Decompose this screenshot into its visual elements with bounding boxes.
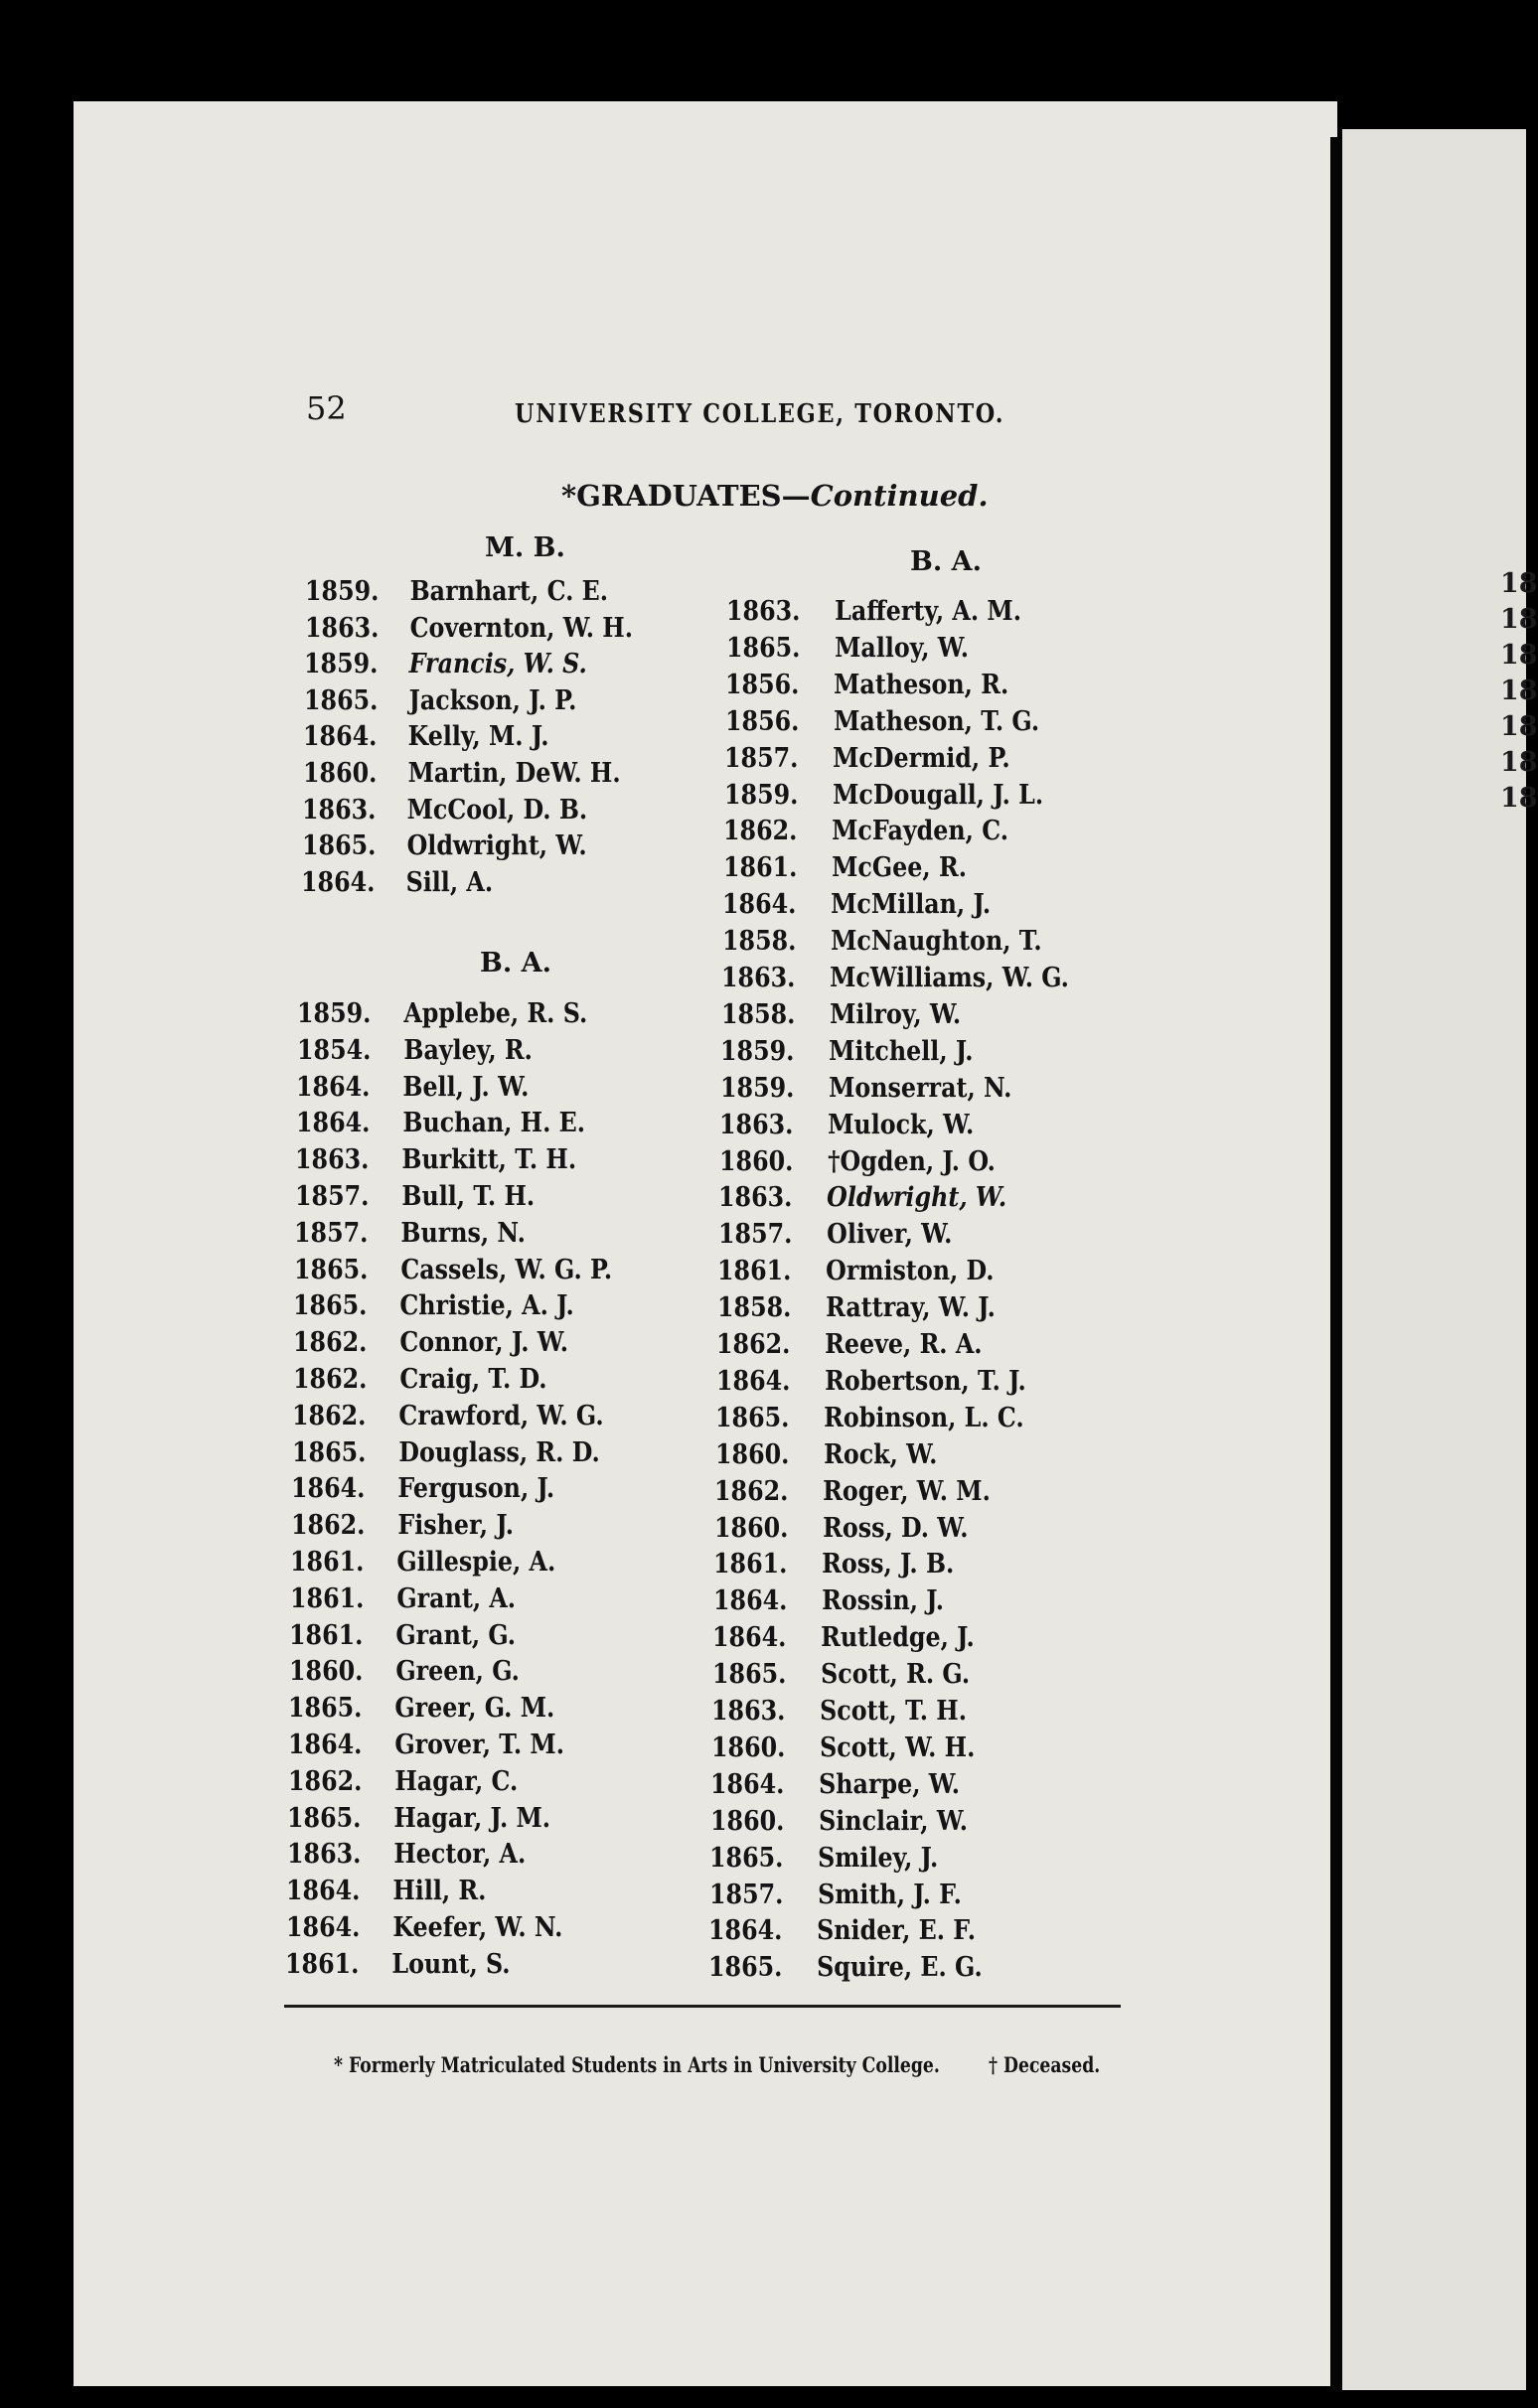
graduation-year: 1863. xyxy=(304,612,379,644)
graduation-year: 1864. xyxy=(722,889,797,921)
footnote-rule xyxy=(284,2005,1121,2008)
graduation-year: 1860. xyxy=(714,1438,789,1470)
adjacent-page-fragment: 18 xyxy=(1500,783,1538,814)
graduation-year: 1860. xyxy=(302,758,378,789)
graduate-name: Hector, A. xyxy=(393,1839,526,1871)
graduation-year: 1864. xyxy=(301,866,376,898)
graduation-year: 1862. xyxy=(714,1475,789,1507)
graduate-name: Crawford, W. G. xyxy=(398,1400,604,1431)
graduation-year: 1864. xyxy=(708,1915,783,1947)
graduate-name: Ross, D. W. xyxy=(822,1512,969,1544)
graduation-year: 1863. xyxy=(302,794,377,826)
graduation-year: 1857. xyxy=(294,1181,370,1212)
graduation-year: 1857. xyxy=(294,1217,369,1249)
graduation-year: 1864. xyxy=(288,1730,363,1760)
graduation-year: 1862. xyxy=(723,816,798,847)
graduate-name: Burns, N. xyxy=(400,1217,527,1249)
graduation-year: 1865. xyxy=(707,1952,782,1984)
graduation-year: 1865. xyxy=(293,1254,369,1285)
graduate-name: Rossin, J. xyxy=(821,1585,944,1617)
graduate-name: McWilliams, W. G. xyxy=(830,963,1069,993)
graduate-name: Hagar, J. M. xyxy=(393,1802,551,1834)
graduate-name: Smiley, J. xyxy=(818,1842,939,1874)
graduation-year: 1864. xyxy=(715,1365,790,1397)
adjacent-page xyxy=(1342,129,1526,2390)
graduation-year: 1858. xyxy=(720,998,795,1030)
graduation-year: 1861. xyxy=(290,1547,365,1578)
graduate-name: Hagar, C. xyxy=(393,1765,518,1797)
graduation-year: 1860. xyxy=(709,1805,784,1837)
graduate-name: Buchan, H. E. xyxy=(402,1108,585,1139)
graduate-name: Barnhart, C. E. xyxy=(409,576,609,607)
graduation-year: 1860. xyxy=(710,1731,785,1763)
graduate-name: Robinson, L. C. xyxy=(824,1402,1024,1433)
graduation-year: 1864. xyxy=(285,1912,361,1943)
graduate-name: Milroy, W. xyxy=(829,998,961,1030)
graduation-year: 1854. xyxy=(296,1034,371,1066)
graduate-name: Scott, W. H. xyxy=(819,1731,975,1763)
graduate-name: Bull, T. H. xyxy=(401,1181,535,1212)
adjacent-page-fragment: 18 xyxy=(1500,568,1538,599)
graduate-name: Oliver, W. xyxy=(826,1219,952,1251)
graduate-name: Snider, E. F. xyxy=(817,1915,977,1947)
graduation-year: 1864. xyxy=(710,1768,785,1800)
graduation-year: 1862. xyxy=(716,1329,791,1360)
graduation-year: 1863. xyxy=(286,1839,362,1871)
footnote-matriculated: * Formerly Matriculated Students in Arts in University College. xyxy=(334,2052,940,2077)
graduation-year: 1865. xyxy=(715,1402,790,1433)
section-title-main: *GRADUATES— xyxy=(561,479,811,513)
graduation-year: 1863. xyxy=(711,1696,786,1727)
graduation-year: 1857. xyxy=(724,742,799,774)
graduation-year: 1865. xyxy=(293,1290,368,1322)
graduate-name: Christie, A. J. xyxy=(399,1290,575,1322)
graduation-year: 1862. xyxy=(287,1765,362,1797)
graduate-name: Francis, W. S. xyxy=(408,649,587,680)
graduate-name: Rock, W. xyxy=(823,1438,937,1470)
graduate-name: Matheson, T. G. xyxy=(833,705,1039,737)
graduation-year: 1864. xyxy=(296,1071,371,1103)
graduation-year: 1863. xyxy=(721,963,796,993)
graduation-year: 1861. xyxy=(289,1582,365,1614)
graduate-name: Douglass, R. D. xyxy=(397,1436,600,1468)
graduate-name: Ferguson, J. xyxy=(397,1473,555,1505)
graduate-name: Rattray, W. J. xyxy=(825,1292,996,1324)
graduate-name: Craig, T. D. xyxy=(398,1364,547,1395)
graduation-year: 1865. xyxy=(709,1842,784,1874)
graduation-year: 1863. xyxy=(718,1182,793,1214)
graduation-year: 1862. xyxy=(292,1400,367,1431)
graduate-name: Ross, J. B. xyxy=(822,1549,955,1580)
graduation-year: 1861. xyxy=(285,1948,360,1980)
graduate-name: Gillespie, A. xyxy=(396,1547,556,1578)
graduation-year: 1859. xyxy=(304,649,379,680)
graduate-name: Cassels, W. G. P. xyxy=(400,1254,613,1285)
graduate-name: Bell, J. W. xyxy=(402,1071,530,1103)
graduation-year: 1861. xyxy=(722,852,797,884)
graduation-year: 1856. xyxy=(725,669,800,700)
running-head: UNIVERSITY COLLEGE, TORONTO. xyxy=(515,399,1005,429)
graduation-year: 1864. xyxy=(712,1585,787,1617)
page-gutter xyxy=(1330,137,1342,2390)
graduate-name: Monserrat, N. xyxy=(828,1072,1011,1104)
graduate-name: Hill, R. xyxy=(392,1876,487,1907)
graduation-year: 1858. xyxy=(716,1292,791,1324)
graduation-year: 1863. xyxy=(726,596,801,627)
graduation-year: 1861. xyxy=(289,1619,364,1651)
graduate-name: Lount, S. xyxy=(391,1948,511,1980)
graduation-year: 1864. xyxy=(712,1622,787,1654)
graduate-name: Ormiston, D. xyxy=(826,1256,995,1287)
graduation-year: 1865. xyxy=(711,1659,786,1691)
graduate-name: McGee, R. xyxy=(831,852,967,884)
graduation-year: 1860. xyxy=(288,1656,364,1688)
graduation-year: 1862. xyxy=(290,1510,366,1542)
adjacent-page-fragment: 18 xyxy=(1500,747,1538,778)
graduate-name: Robertson, T. J. xyxy=(824,1365,1026,1397)
graduation-year: 1857. xyxy=(717,1219,792,1251)
graduate-name: Squire, E. G. xyxy=(816,1952,983,1984)
graduate-name: Mulock, W. xyxy=(828,1109,975,1140)
graduation-year: 1865. xyxy=(303,684,379,716)
graduate-name: Keefer, W. N. xyxy=(392,1912,563,1943)
graduation-year: 1862. xyxy=(292,1364,367,1395)
graduate-name: Mitchell, J. xyxy=(829,1035,974,1067)
graduation-year: 1860. xyxy=(713,1512,788,1544)
graduate-name: Scott, T. H. xyxy=(820,1696,967,1727)
graduation-year: 1859. xyxy=(719,1072,794,1104)
graduate-name: Sharpe, W. xyxy=(819,1768,961,1800)
section-title xyxy=(561,479,989,513)
graduate-name: Smith, J. F. xyxy=(817,1879,962,1910)
footnote xyxy=(334,2052,1100,2077)
graduation-year: 1864. xyxy=(291,1473,366,1505)
section-title-continued: Continued. xyxy=(810,479,989,513)
adjacent-page-fragment: 18 xyxy=(1500,711,1538,742)
graduation-year: 1859. xyxy=(720,1035,795,1067)
graduation-year: 1864. xyxy=(303,721,378,753)
graduate-name: †Ogden, J. O. xyxy=(827,1145,996,1177)
graduation-year: 1865. xyxy=(291,1436,366,1468)
graduation-year: 1865. xyxy=(287,1802,362,1834)
book-page xyxy=(74,101,1337,2386)
graduate-name: Scott, R. G. xyxy=(820,1659,970,1691)
mb-heading: M. B. xyxy=(485,532,565,563)
graduate-name: Applebe, R. S. xyxy=(403,998,588,1029)
graduation-year: 1861. xyxy=(713,1549,788,1580)
footnote-deceased: † Deceased. xyxy=(989,2052,1101,2077)
graduate-name: McNaughton, T. xyxy=(830,926,1042,958)
graduation-year: 1858. xyxy=(721,926,796,958)
graduate-name: Rutledge, J. xyxy=(821,1622,975,1654)
graduate-name: McCool, D. B. xyxy=(406,794,588,826)
page-number: 52 xyxy=(306,389,347,427)
adjacent-page-fragment: 18 xyxy=(1500,640,1538,671)
graduation-year: 1865. xyxy=(301,830,377,862)
graduate-name: Burkitt, T. H. xyxy=(401,1144,577,1176)
graduate-name: Sill, A. xyxy=(405,866,494,898)
graduate-name: Green, G. xyxy=(395,1656,520,1688)
ba-right-heading: B. A. xyxy=(910,546,982,577)
graduate-name: Kelly, M. J. xyxy=(407,721,549,753)
graduate-name: Grant, G. xyxy=(395,1619,517,1651)
graduation-year: 1856. xyxy=(724,705,799,737)
ba-left-heading: B. A. xyxy=(480,948,551,978)
graduate-name: Roger, W. M. xyxy=(823,1475,991,1507)
graduate-name: Lafferty, A. M. xyxy=(835,596,1021,627)
graduate-name: Matheson, R. xyxy=(834,669,1009,700)
graduation-year: 1857. xyxy=(708,1879,783,1910)
graduation-year: 1859. xyxy=(723,779,798,811)
graduate-name: Martin, DeW. H. xyxy=(407,758,621,789)
graduation-year: 1865. xyxy=(725,632,800,664)
adjacent-page-fragment: 18 xyxy=(1500,604,1538,635)
graduate-name: Sinclair, W. xyxy=(818,1805,968,1837)
graduate-name: Fisher, J. xyxy=(397,1510,514,1542)
graduation-year: 1864. xyxy=(286,1876,361,1907)
graduation-year: 1860. xyxy=(718,1145,793,1177)
graduation-year: 1863. xyxy=(719,1109,794,1140)
graduate-name: Malloy, W. xyxy=(834,632,969,664)
graduate-name: Greer, G. M. xyxy=(394,1693,555,1725)
graduation-year: 1861. xyxy=(717,1256,792,1287)
graduate-name: Connor, J. W. xyxy=(399,1327,568,1359)
graduate-name: McMillan, J. xyxy=(831,889,992,921)
graduate-name: Jackson, J. P. xyxy=(408,684,577,716)
graduate-name: McDougall, J. L. xyxy=(832,779,1043,811)
graduation-year: 1862. xyxy=(292,1327,368,1359)
graduation-year: 1859. xyxy=(297,998,372,1029)
graduate-name: Grant, A. xyxy=(396,1582,516,1614)
graduate-name: McDermid, P. xyxy=(833,742,1010,774)
graduate-name: Reeve, R. A. xyxy=(825,1329,983,1360)
graduation-year: 1863. xyxy=(295,1144,370,1176)
adjacent-page-fragment: 18 xyxy=(1500,676,1538,706)
graduate-name: Oldwright, W. xyxy=(406,830,587,862)
graduation-year: 1865. xyxy=(288,1693,363,1725)
graduation-year: 1864. xyxy=(295,1108,371,1139)
graduate-name: Grover, T. M. xyxy=(394,1730,565,1760)
graduate-name: Bayley, R. xyxy=(402,1034,533,1066)
graduate-name: Covernton, W. H. xyxy=(409,612,633,644)
graduation-year: 1859. xyxy=(305,576,380,607)
graduate-name: Oldwright, W. xyxy=(827,1182,1007,1214)
graduate-name: McFayden, C. xyxy=(832,816,1008,847)
